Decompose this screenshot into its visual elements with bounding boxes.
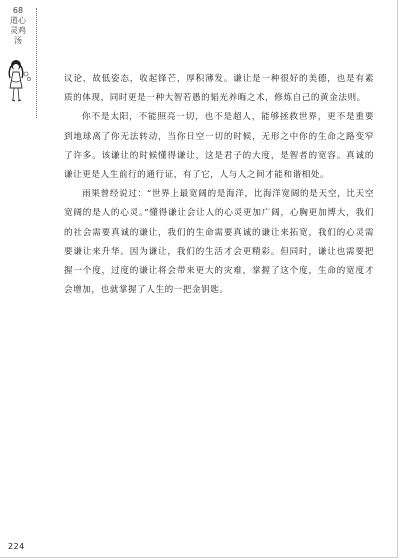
book-number: 68 [12,6,24,15]
book-header [9,6,27,46]
article-body [64,70,374,300]
paragraph: 你不是太阳，不能照亮一切，也不是超人，能够拯救世界，更不是重要到地球离了你无法转动，当你日空一切的时候，无形之中你的生命之路变窄了许多。该谦让的时候懂得谦让，这是君子的大度，是智者的宽容。真诚的谦让更是人生前行的通行证，有了它，人与人之间才能和谐相处。 [64,112,374,181]
paragraph: 议论，故低姿态，收起锋芒，厚积薄发。谦让是一种很好的美德，也是有素质的体现，同时更是一种大智若愚的韬光养晦之术，修炼自己的黄金法则。 [64,74,374,104]
page-number: 224 [8,542,25,551]
girl-illustration-icon [4,58,34,108]
header-dotted-rule [36,8,37,118]
book-title: 道心灵鸡汤 [10,16,26,45]
paragraph: 雨果曾经说过：“世界上最宽阔的是海洋，比海洋宽阔的是天空，比天空宽阔的是人的心灵。”懂得谦让会让人的心灵更加广阔，心胸更加博大，我们的社会需要真诚的谦让，我们的生命需要真诚的谦让来拓宽，我们的心灵需要谦让来升华。因为谦让，我们的生活才会更精彩。但同时，谦让也需要把握一个度，过度的谦让将会带来更大的灾难，掌握了这个度，生命的宽度才会增加，也就掌握了人生的一把金钥匙。 [64,189,374,296]
